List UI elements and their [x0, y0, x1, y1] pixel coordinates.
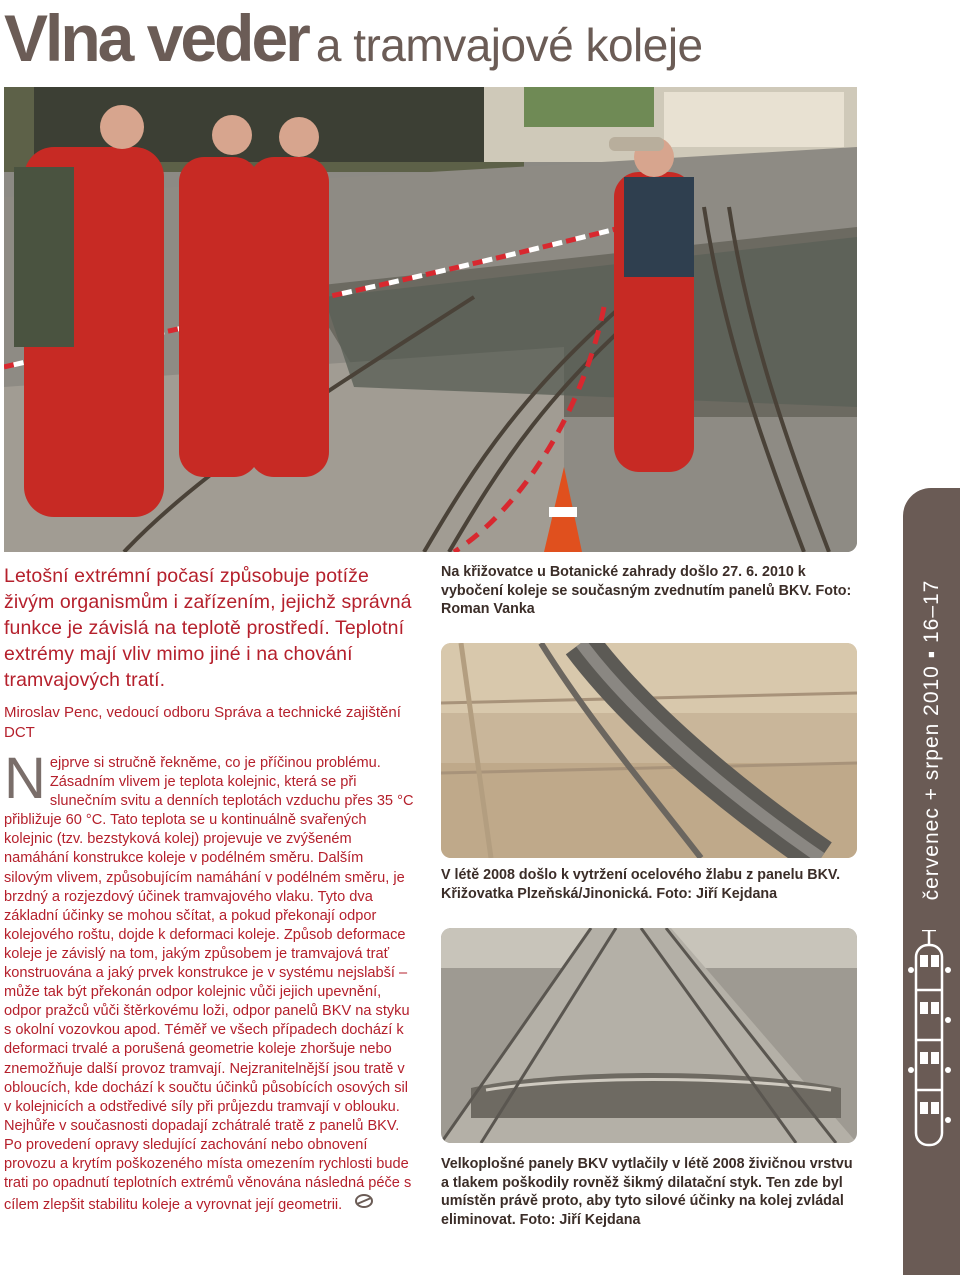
issue-label: červenec + srpen 2010 ▪ 16–17: [920, 579, 943, 901]
main-photo: [4, 87, 857, 552]
caption-photo-3: Velkoplošné panely BKV vytlačily v létě 2008 živičnou vrstvu a tlakem poškodily rovněž šikmý dilatační styk. Ten zde byl umístěn právě proto, aby tyto silové účinky na kolej zvládal eliminovat. Foto: Jiří Kejdana: [441, 1156, 853, 1228]
dropcap: N: [4, 746, 46, 811]
article-lead: Letošní extrémní počasí způsobuje potíže živým organismům i zařízením, jejichž správná funkce je závislá na teplotě prostředí. Teplotní extrémy mají vliv mimo jiné i na chování tramvajových tratí.: [4, 565, 412, 691]
page-title: [4, 0, 703, 80]
article-byline: Miroslav Penc, vedoucí odboru Správa a technické zajištění DCT: [4, 704, 401, 741]
photo-rail-groove: [441, 643, 857, 858]
caption-photo-2: V létě 2008 došlo k vytržení ocelového žlabu z panelu BKV. Křižovatka Plzeňská/Jinonická. Foto: Jiří Kejdana: [441, 867, 841, 902]
caption-photo-1: Na křižovatce u Botanické zahrady došlo 27. 6. 2010 k vybočení koleje se současným zvednutím panelů BKV. Foto: Roman Vanka: [441, 564, 852, 617]
title-light: a tramvajové koleje: [315, 19, 703, 71]
photo-tram-track: [441, 928, 857, 1143]
article-body: [4, 746, 416, 1215]
title-bold: Vlna veder: [4, 1, 308, 75]
article-body-text: ejprve si stručně řekněme, co je příčinou problému. Zásadním vlivem je teplota kolejnic, která se při slunečním svitu a denních teplotách vzduchu přes 35 °C přibližuje 60 °C. Tato teplota se u kontinuálně svařených kolejnic (tzv. bezstyková kolej) projevuje ve zvýšeném namáhání konstrukce koleje v podélném směru. Dalším silovým vlivem, způsobujícím namáhání v podélném směru, je brzdný a rozjezdový účinek tramvajového vlaku. Tyto dva základní účinky se mohou sčítat, a pokud překonají odpor kolejového roštu, dojde k deformaci koleje. Způsob deformace koleje je závislý na tom, jakým způsobem je tramvajová trať konstruována a jaký prvek konstrukce je v systému nejslabší – může tak být překonán odpor kolejnic vůči jejich upevnění, odpor pražců vůči štěrkovému loži, odpor panelů BKV na styku s okolní vozovkou apod. Téměř ve všech případech dochází k deformaci trvalé a porušená geometrie koleje zhoršuje nebo znemožňuje další provoz tramvají. Nejzranitelnější jsou tratě v obloucích, kde dochází k součtu účinků působících osových sil v kolejnicích a odstředivé síly při průjezdu tramvají v oblouku. Nejhůře v současnosti dopadají zchátralé tratě z panelů BKV. Po provedení opravy sledující zachování nebo obnovení provozu a krytím poškozeného místa omezením rychlosti bude trati po opadnutí teplotních extrémů věnována následná péče s cílem zlepšit stabilitu koleje a vyrovnat její geometrii.: [4, 755, 414, 1214]
end-mark-icon: [354, 1193, 374, 1214]
tram-icon: [908, 930, 956, 1155]
